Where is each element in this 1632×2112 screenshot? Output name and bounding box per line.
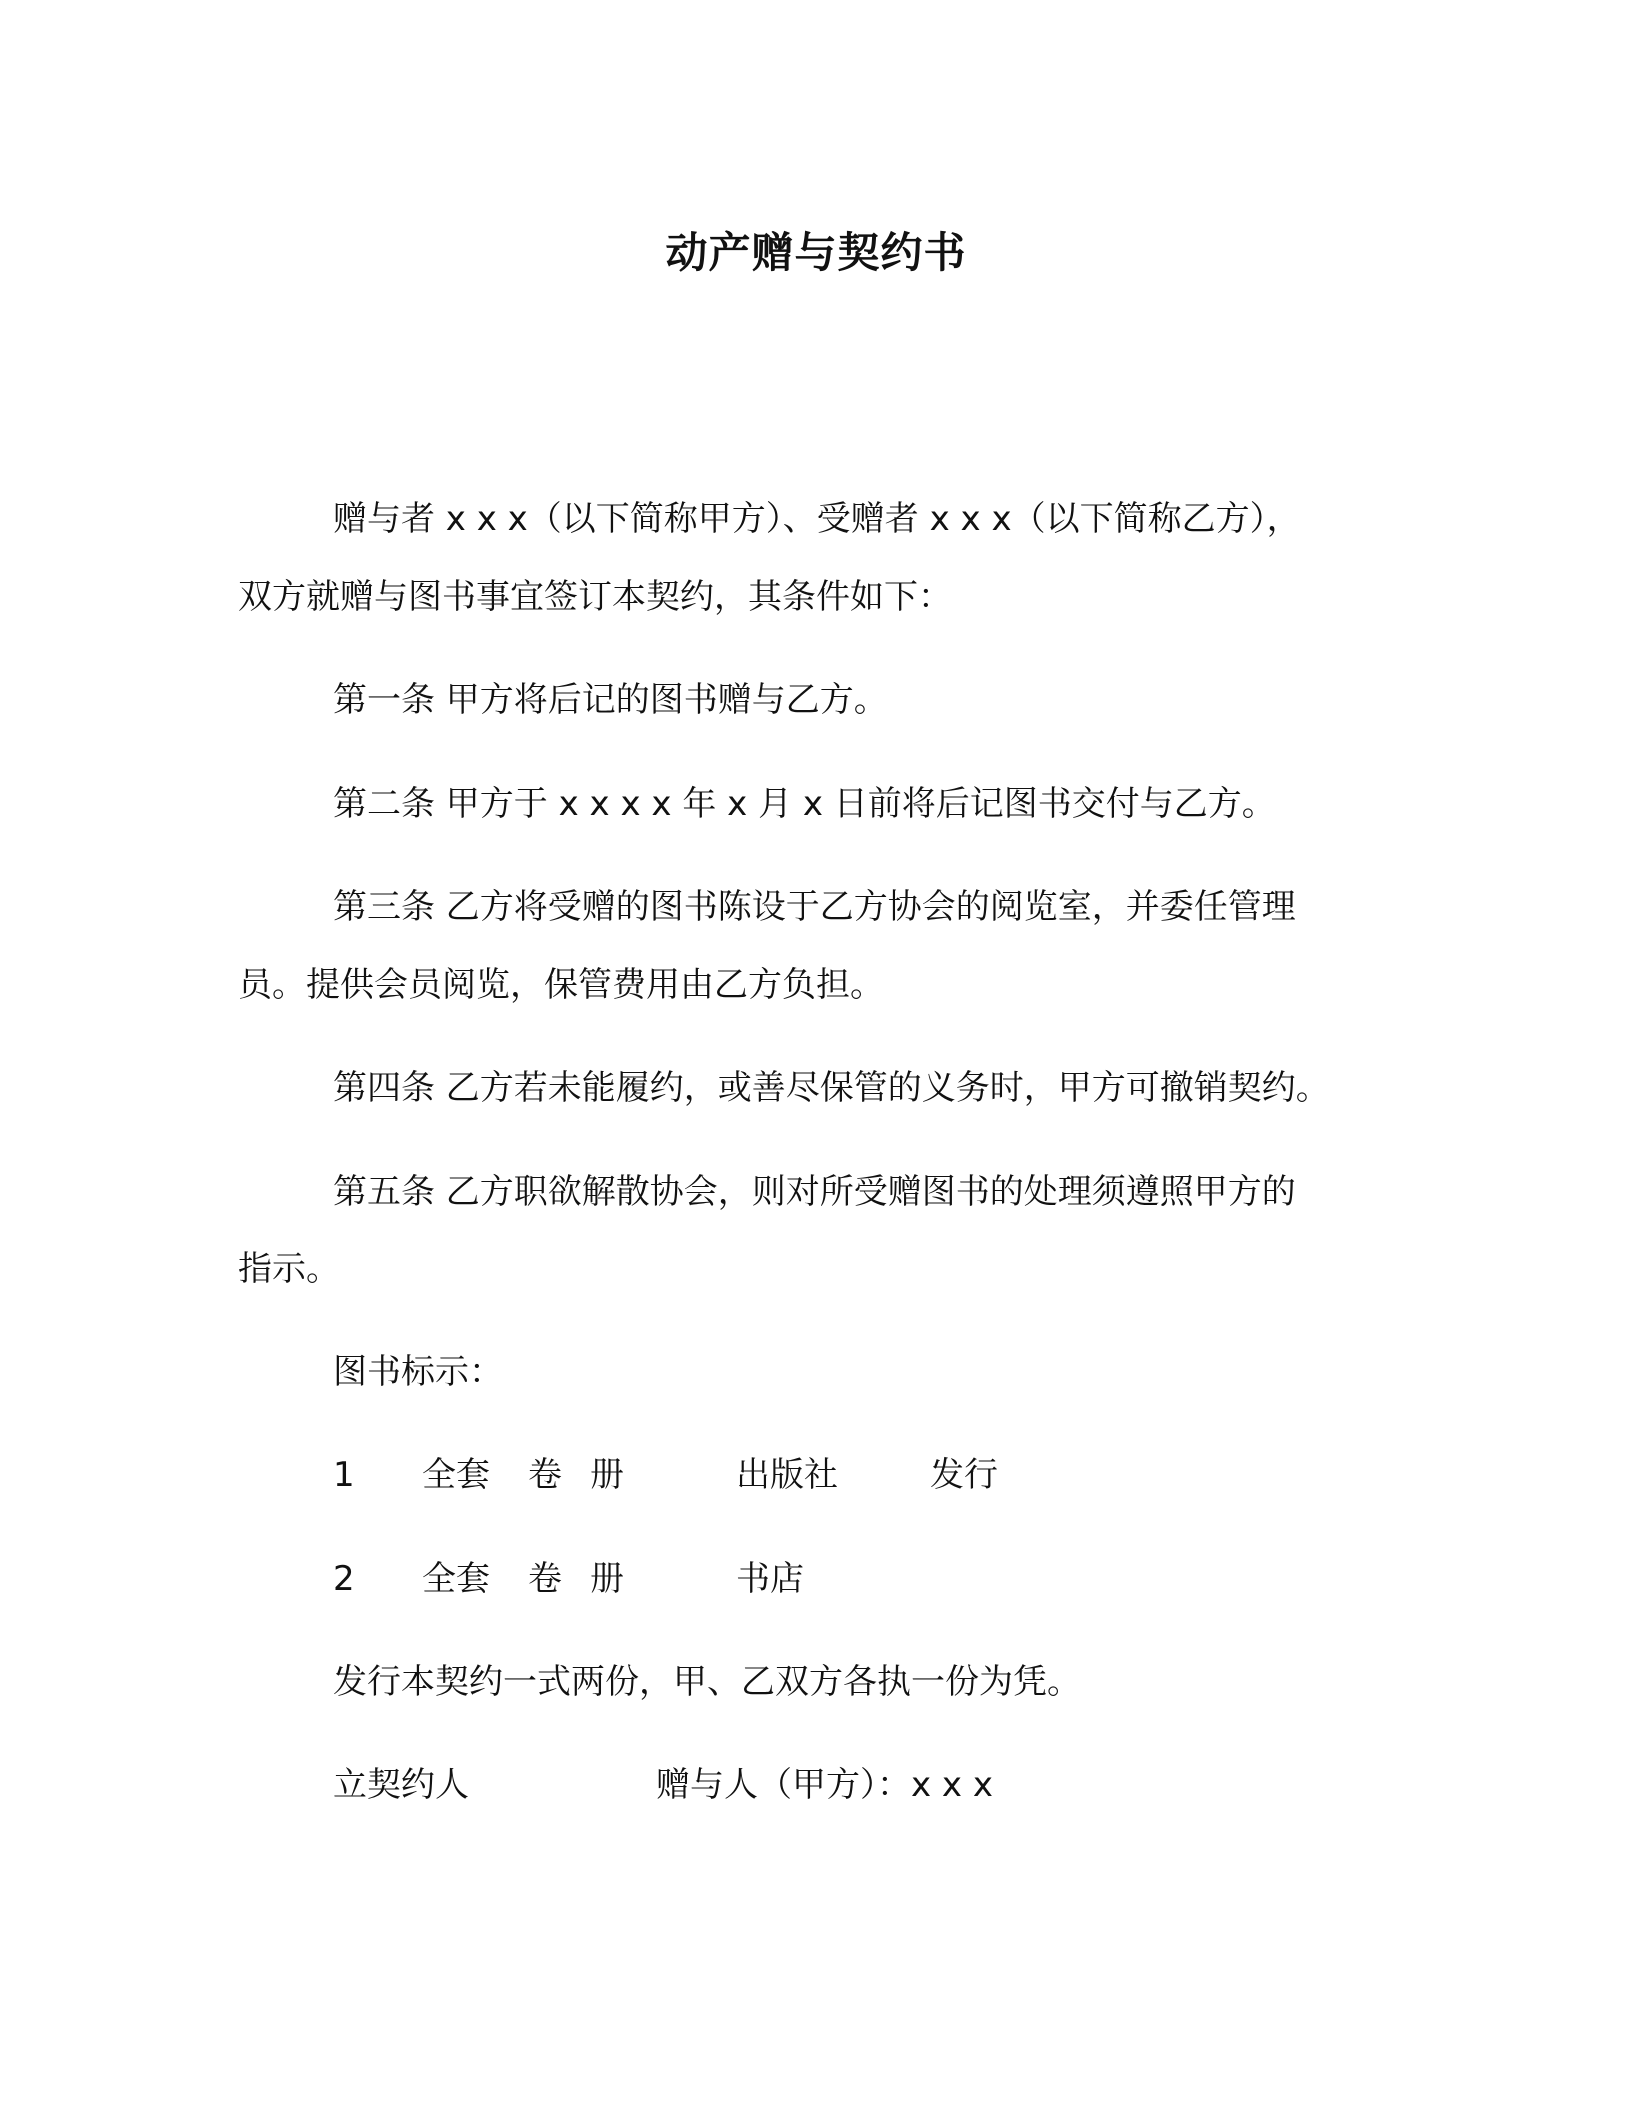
book-item-issue: 发行	[930, 1455, 998, 1495]
book-list-heading: 图书标示：	[333, 1352, 503, 1392]
intro-line-1: 赠与者 x x x（以下简称甲方）、受赠者 x x x（以下简称乙方），	[333, 499, 1301, 539]
book-item-publisher: 书店	[736, 1559, 804, 1599]
article-3-line-1: 第三条 乙方将受赠的图书陈设于乙方协会的阅览室，并委任管理	[333, 887, 1296, 927]
book-item-volume: 卷	[528, 1455, 562, 1495]
article-3-line-2: 员。提供会员阅览，保管费用由乙方负担。	[238, 965, 884, 1005]
document-title: 动产赠与契约书	[665, 228, 967, 277]
book-item-book: 册	[590, 1559, 624, 1599]
book-item-number: 1	[333, 1455, 355, 1495]
book-item-book: 册	[590, 1455, 624, 1495]
article-4: 第四条 乙方若未能履约，或善尽保管的义务时，甲方可撤销契约。	[333, 1068, 1330, 1108]
book-item-publisher: 出版社	[736, 1455, 838, 1495]
article-5-line-1: 第五条 乙方职欲解散协会，则对所受赠图书的处理须遵照甲方的	[333, 1172, 1296, 1212]
signature-donor: 赠与人（甲方）：x x x	[656, 1765, 993, 1805]
book-item-set: 全套	[422, 1559, 490, 1599]
article-2: 第二条 甲方于 x x x x 年 x 月 x 日前将后记图书交付与乙方。	[333, 784, 1276, 824]
article-1: 第一条 甲方将后记的图书赠与乙方。	[333, 680, 888, 720]
article-5-line-2: 指示。	[238, 1249, 340, 1289]
signature-label: 立契约人	[333, 1765, 469, 1805]
book-item-number: 2	[333, 1559, 355, 1599]
closing-statement: 发行本契约一式两份，甲、乙双方各执一份为凭。	[333, 1662, 1081, 1702]
intro-line-2: 双方就赠与图书事宜签订本契约，其条件如下：	[238, 577, 952, 617]
book-item-volume: 卷	[528, 1559, 562, 1599]
book-item-set: 全套	[422, 1455, 490, 1495]
